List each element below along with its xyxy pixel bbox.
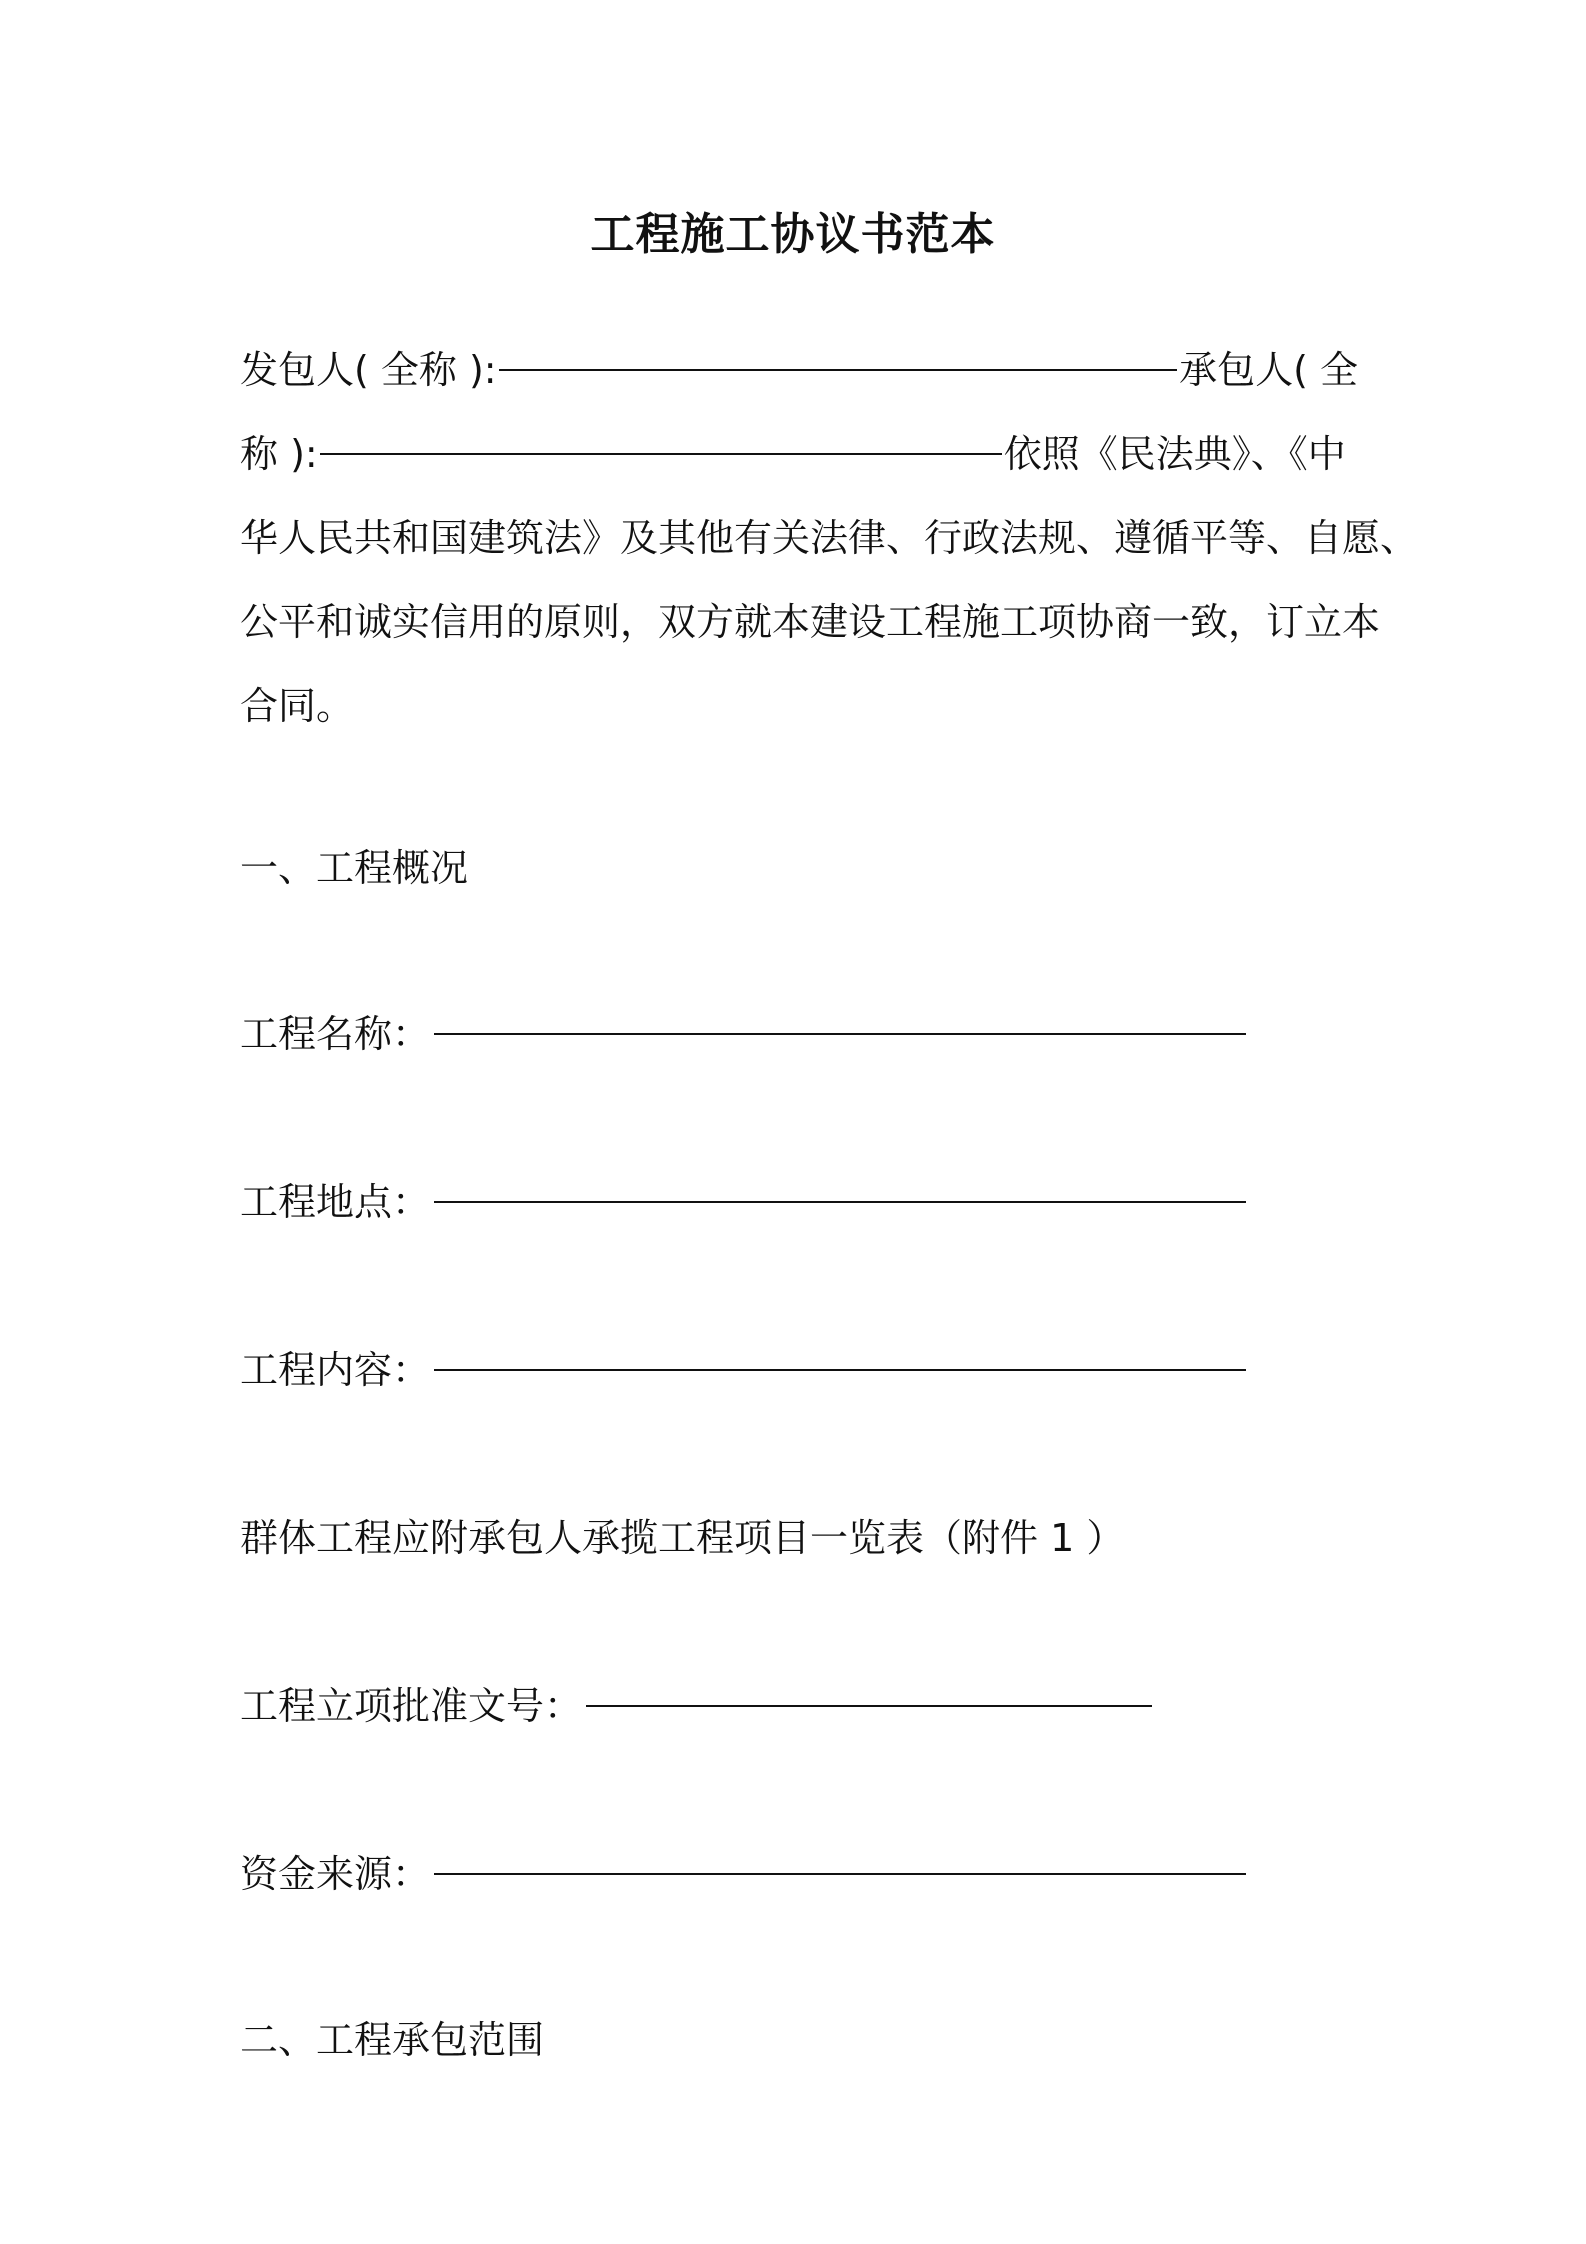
project-content-blank-line xyxy=(434,1369,1246,1371)
contractor-label-cont: 称 ): xyxy=(240,432,318,476)
employer-blank-line xyxy=(499,369,1177,371)
project-location-label: 工程地点： xyxy=(240,1180,431,1224)
project-location-blank-line xyxy=(434,1201,1246,1203)
intro-line-4: 公平和诚实信用的原则，双方就本建设工程施工项协商一致，订立本 xyxy=(240,600,1381,644)
project-content-label: 工程内容： xyxy=(240,1348,431,1392)
funding-source-blank-line xyxy=(434,1873,1246,1875)
employer-label: 发包人( 全称 ): xyxy=(240,348,497,392)
section-heading-2: 二、工程承包范围 xyxy=(240,2018,545,2062)
document-title: 工程施工协议书范本 xyxy=(590,209,996,260)
intro-line-2 xyxy=(240,412,1358,496)
project-name-blank-line xyxy=(434,1033,1246,1035)
section-heading-1: 一、工程概况 xyxy=(240,846,469,890)
intro-line-3: 华人民共和国建筑法》及其他有关法律、行政法规、遵循平等、自愿、 xyxy=(240,516,1419,560)
field-approval-number xyxy=(240,1676,1154,1736)
approval-number-blank-line xyxy=(586,1705,1152,1707)
intro-line-5: 合同。 xyxy=(240,684,355,728)
contractor-blank-line xyxy=(320,453,1002,455)
project-name-label: 工程名称： xyxy=(240,1012,431,1056)
field-funding-source xyxy=(240,1844,1248,1904)
funding-source-label: 资金来源： xyxy=(240,1852,431,1896)
field-project-content xyxy=(240,1340,1248,1400)
field-project-location xyxy=(240,1172,1248,1232)
intro-text-2: 依照《民法典》、《中 xyxy=(1003,432,1346,476)
approval-number-label: 工程立项批准文号： xyxy=(240,1684,583,1728)
intro-line-1 xyxy=(240,328,1358,412)
field-project-name xyxy=(240,1004,1248,1064)
group-project-note: 群体工程应附承包人承揽工程项目一览表（附件 1 ） xyxy=(240,1516,1125,1560)
contractor-label: 承包人( 全 xyxy=(1179,348,1358,392)
intro-paragraph xyxy=(240,328,1419,748)
